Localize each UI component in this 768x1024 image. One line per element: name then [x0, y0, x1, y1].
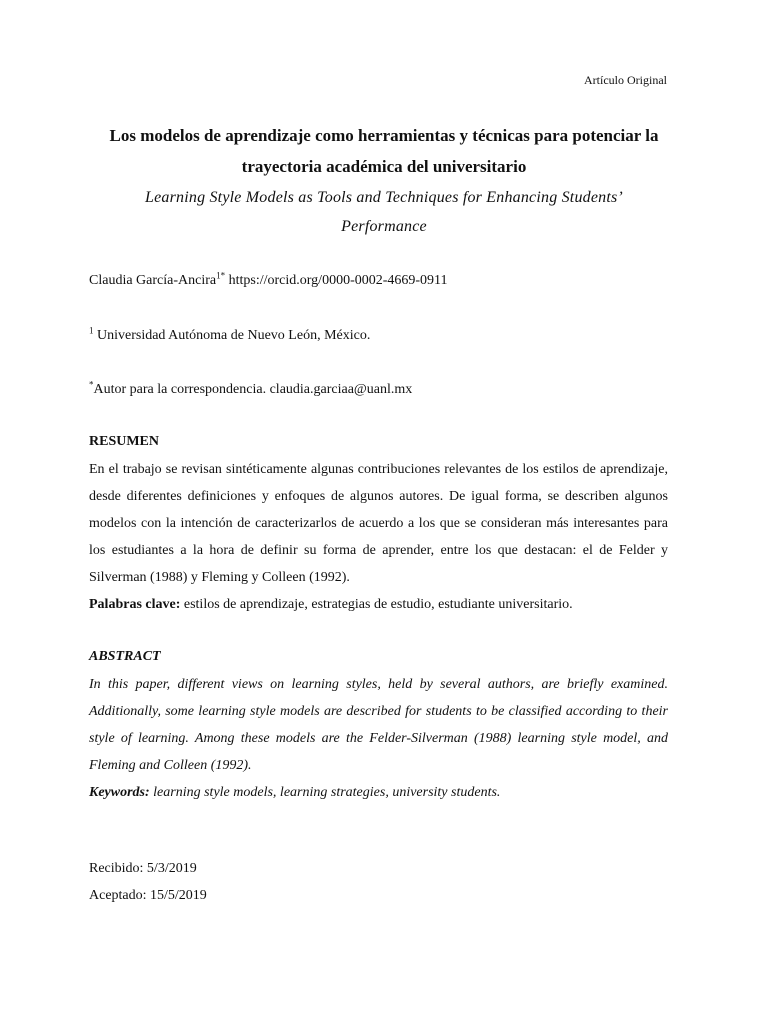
- received-date: Recibido: 5/3/2019: [89, 861, 197, 876]
- resumen-keywords: [89, 591, 668, 618]
- resumen-keywords-label: Palabras clave:: [89, 597, 181, 612]
- affiliation-text: Universidad Autónoma de Nuevo León, México.: [97, 328, 371, 343]
- paper-english-title: [60, 183, 708, 241]
- affiliation-line: [89, 325, 371, 344]
- resumen-text: En el trabajo se revisan sintéticamente algunas contribuciones relevantes de los estilos de aprendizaje, desde diferentes definiciones y enfoques de algunos autores. De igual forma, se describen algunos modelos con la intención de caracterizarlos de acuerdo a los que se consideran más interesantes para los estudiantes a la hora de definir su forma de aprender, entre los que destacan: el de Felder y Silverman (1988) y Fleming y Colleen (1992).: [89, 462, 668, 585]
- accepted-date: Aceptado: 15/5/2019: [89, 888, 207, 903]
- resumen-keywords-text: estilos de aprendizaje, estrategias de estudio, estudiante universitario.: [183, 597, 573, 612]
- paper-title-line-2: trayectoria académica del universitario: [241, 157, 527, 176]
- author-line: [89, 270, 448, 289]
- author-orcid-link[interactable]: https://orcid.org/0000-0002-4669-0911: [228, 273, 448, 288]
- abstract-keywords: [89, 779, 668, 806]
- paper-english-title-line-2: Performance: [341, 218, 427, 235]
- correspondence-text: Autor para la correspondencia. claudia.garciaa@uanl.mx: [93, 382, 413, 397]
- abstract-body: [89, 671, 668, 806]
- correspondence-line: [89, 379, 413, 398]
- author-marks: 1*: [216, 270, 226, 281]
- article-type-label: Artículo Original: [584, 73, 667, 87]
- paper-title: [60, 120, 708, 182]
- affiliation-mark: 1: [89, 325, 94, 336]
- paper-title-line-1: Los modelos de aprendizaje como herramientas y técnicas para potenciar la: [109, 126, 659, 145]
- resumen-heading: RESUMEN: [89, 434, 160, 449]
- author-name: Claudia García-Ancira: [89, 273, 217, 288]
- correspondence-mark: *: [89, 379, 94, 390]
- paper-english-title-line-1: Learning Style Models as Tools and Techniques for Enhancing Students’: [145, 189, 623, 206]
- abstract-text: In this paper, different views on learning styles, held by several authors, are briefly examined. Additionally, some learning style models are described for students to be classified according to their style of learning. Among these models are the Felder-Silverman (1988) learning style model, and Fleming and Colleen (1992).: [89, 677, 668, 773]
- abstract-heading: ABSTRACT: [89, 649, 161, 664]
- resumen-body: [89, 456, 668, 618]
- abstract-keywords-label: Keywords:: [89, 785, 150, 800]
- abstract-keywords-text: learning style models, learning strategies, university students.: [153, 785, 501, 800]
